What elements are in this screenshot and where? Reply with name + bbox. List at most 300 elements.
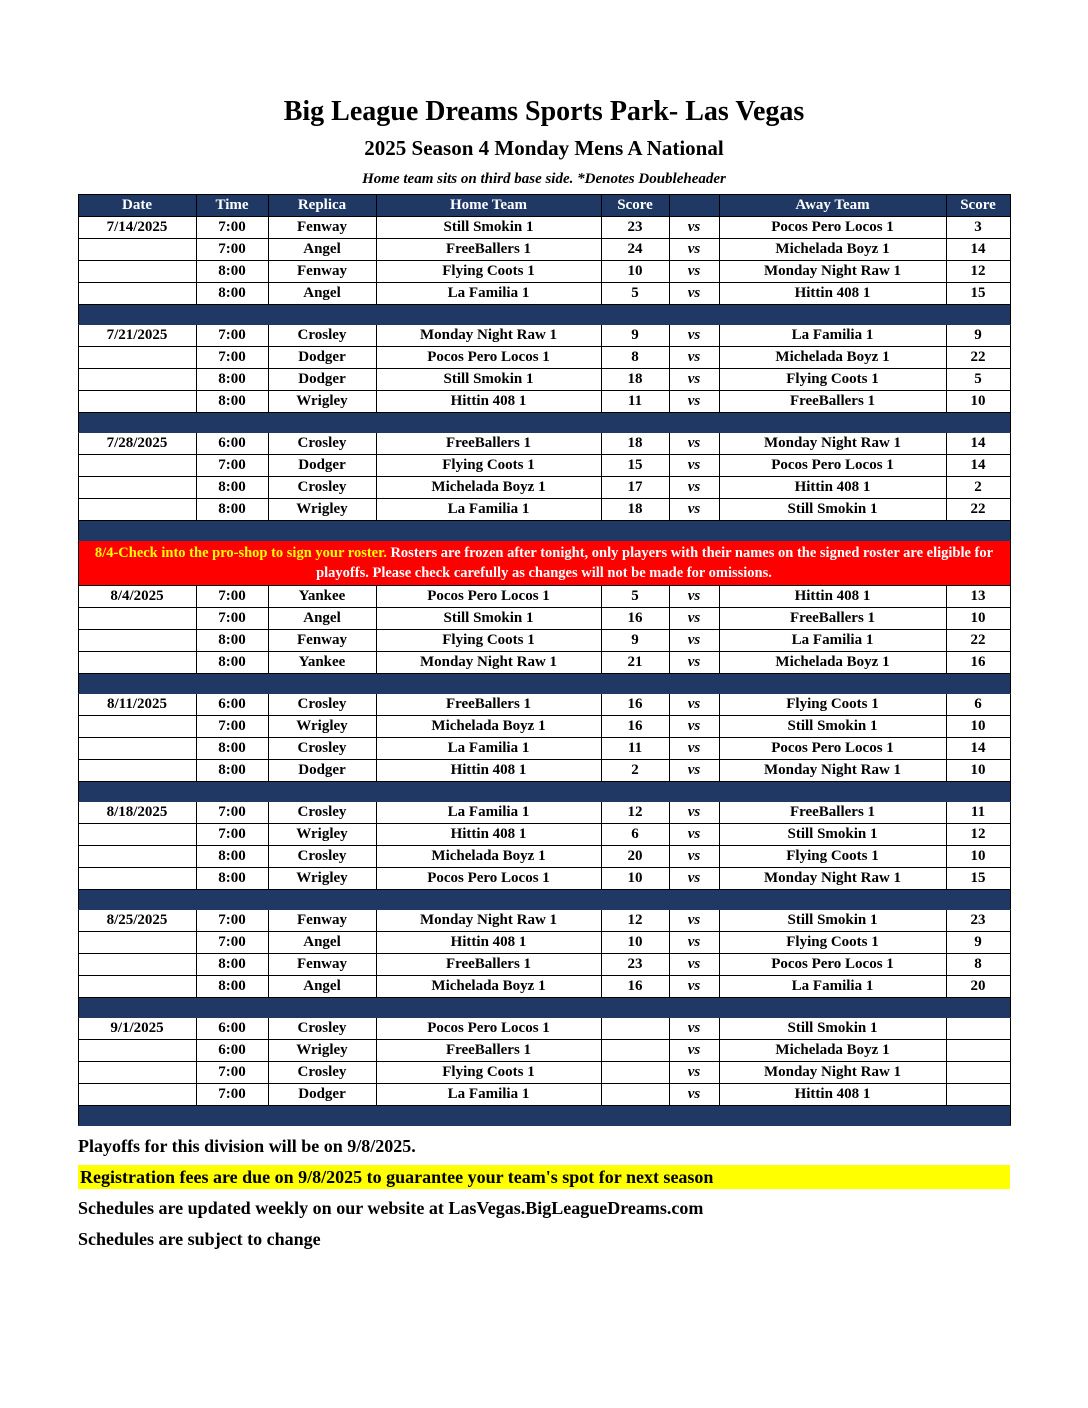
vs-cell: vs (669, 1084, 719, 1106)
date-cell (78, 932, 196, 954)
away-score-cell: 16 (946, 652, 1010, 674)
replica-cell: Wrigley (268, 824, 376, 846)
game-row (78, 261, 1010, 283)
away-score-cell (946, 1040, 1010, 1062)
away-team-cell: La Familia 1 (719, 630, 946, 652)
home-score-cell (601, 1040, 669, 1062)
date-cell (78, 1062, 196, 1084)
replica-cell: Fenway (268, 217, 376, 239)
vs-cell: vs (669, 976, 719, 998)
game-row (78, 976, 1010, 998)
time-cell: 7:00 (196, 239, 268, 261)
home-team-cell: La Familia 1 (376, 802, 601, 824)
date-cell (78, 499, 196, 521)
week-separator-bar (78, 1106, 1010, 1126)
replica-cell: Crosley (268, 1062, 376, 1084)
vs-cell: vs (669, 608, 719, 630)
away-team-cell: FreeBallers 1 (719, 802, 946, 824)
replica-cell: Dodger (268, 1084, 376, 1106)
time-cell: 8:00 (196, 760, 268, 782)
replica-cell: Crosley (268, 738, 376, 760)
replica-cell: Dodger (268, 369, 376, 391)
home-score-cell: 12 (601, 802, 669, 824)
away-score-cell: 10 (946, 608, 1010, 630)
away-score-cell: 14 (946, 455, 1010, 477)
replica-cell: Angel (268, 976, 376, 998)
date-cell: 8/25/2025 (78, 910, 196, 932)
schedule-table (78, 194, 1011, 1126)
replica-cell: Fenway (268, 910, 376, 932)
game-row (78, 954, 1010, 976)
time-cell: 7:00 (196, 217, 268, 239)
footer-website: Schedules are updated weekly on our website at LasVegas.BigLeagueDreams.com (78, 1198, 704, 1218)
game-row (78, 391, 1010, 413)
away-team-cell: Pocos Pero Locos 1 (719, 738, 946, 760)
replica-cell: Dodger (268, 760, 376, 782)
page-note: Home team sits on third base side. *Denotes Doubleheader (362, 171, 726, 187)
vs-cell: vs (669, 369, 719, 391)
away-score-cell: 10 (946, 760, 1010, 782)
column-header-time: Time (196, 195, 268, 217)
away-score-cell: 22 (946, 499, 1010, 521)
game-row (78, 652, 1010, 674)
replica-cell: Angel (268, 239, 376, 261)
replica-cell: Wrigley (268, 1040, 376, 1062)
banner-rest-text: Rosters are frozen after tonight, only players with their names on the signed roster are eligible for playoffs. Please check carefully as changes will not be made for omissions. (316, 545, 994, 581)
away-team-cell: Monday Night Raw 1 (719, 760, 946, 782)
date-cell (78, 239, 196, 261)
home-team-cell: FreeBallers 1 (376, 433, 601, 455)
time-cell: 8:00 (196, 738, 268, 760)
home-team-cell: Michelada Boyz 1 (376, 716, 601, 738)
home-score-cell: 17 (601, 477, 669, 499)
home-score-cell: 10 (601, 932, 669, 954)
time-cell: 8:00 (196, 499, 268, 521)
home-team-cell: Hittin 408 1 (376, 391, 601, 413)
away-score-cell: 6 (946, 694, 1010, 716)
home-team-cell: Monday Night Raw 1 (376, 910, 601, 932)
week-separator-bar (78, 890, 1010, 910)
away-score-cell (946, 1084, 1010, 1106)
time-cell: 7:00 (196, 1062, 268, 1084)
game-row (78, 1084, 1010, 1106)
roster-banner (78, 541, 1010, 586)
date-cell (78, 369, 196, 391)
vs-cell: vs (669, 261, 719, 283)
replica-cell: Fenway (268, 630, 376, 652)
vs-cell: vs (669, 716, 719, 738)
away-score-cell: 9 (946, 932, 1010, 954)
home-score-cell (601, 1084, 669, 1106)
replica-cell: Angel (268, 932, 376, 954)
date-cell (78, 760, 196, 782)
vs-cell: vs (669, 283, 719, 305)
vs-cell: vs (669, 954, 719, 976)
game-row (78, 868, 1010, 890)
time-cell: 8:00 (196, 652, 268, 674)
away-team-cell: Hittin 408 1 (719, 477, 946, 499)
home-score-cell: 18 (601, 369, 669, 391)
home-team-cell: Hittin 408 1 (376, 824, 601, 846)
time-cell: 8:00 (196, 283, 268, 305)
time-cell: 7:00 (196, 586, 268, 608)
week-separator (78, 305, 1010, 325)
game-row (78, 910, 1010, 932)
away-team-cell: Monday Night Raw 1 (719, 868, 946, 890)
home-score-cell: 10 (601, 868, 669, 890)
replica-cell: Wrigley (268, 716, 376, 738)
replica-cell: Yankee (268, 586, 376, 608)
away-score-cell: 22 (946, 347, 1010, 369)
replica-cell: Crosley (268, 325, 376, 347)
home-score-cell: 8 (601, 347, 669, 369)
replica-cell: Fenway (268, 954, 376, 976)
time-cell: 8:00 (196, 477, 268, 499)
replica-cell: Crosley (268, 846, 376, 868)
game-row (78, 932, 1010, 954)
home-score-cell: 11 (601, 738, 669, 760)
away-team-cell: Still Smokin 1 (719, 499, 946, 521)
away-team-cell: Still Smokin 1 (719, 1018, 946, 1040)
home-team-cell: FreeBallers 1 (376, 954, 601, 976)
away-team-cell: Flying Coots 1 (719, 369, 946, 391)
away-team-cell: La Familia 1 (719, 325, 946, 347)
column-header-replica: Replica (268, 195, 376, 217)
replica-cell: Crosley (268, 477, 376, 499)
column-header-vs (669, 195, 719, 217)
home-score-cell: 23 (601, 217, 669, 239)
date-cell: 7/28/2025 (78, 433, 196, 455)
time-cell: 7:00 (196, 932, 268, 954)
home-score-cell: 15 (601, 455, 669, 477)
week-separator (78, 998, 1010, 1018)
away-score-cell: 15 (946, 283, 1010, 305)
date-cell: 7/21/2025 (78, 325, 196, 347)
vs-cell: vs (669, 586, 719, 608)
away-score-cell: 12 (946, 261, 1010, 283)
vs-cell: vs (669, 391, 719, 413)
roster-banner-row (78, 541, 1010, 586)
vs-cell: vs (669, 738, 719, 760)
week-separator-bar (78, 782, 1010, 802)
game-row (78, 694, 1010, 716)
date-cell: 8/11/2025 (78, 694, 196, 716)
game-row (78, 283, 1010, 305)
away-team-cell: Still Smokin 1 (719, 910, 946, 932)
home-team-cell: Flying Coots 1 (376, 630, 601, 652)
away-score-cell: 10 (946, 846, 1010, 868)
home-team-cell: Michelada Boyz 1 (376, 477, 601, 499)
home-team-cell: Flying Coots 1 (376, 455, 601, 477)
game-row (78, 477, 1010, 499)
vs-cell: vs (669, 760, 719, 782)
time-cell: 7:00 (196, 716, 268, 738)
date-cell (78, 608, 196, 630)
vs-cell: vs (669, 652, 719, 674)
away-team-cell: Hittin 408 1 (719, 586, 946, 608)
time-cell: 8:00 (196, 369, 268, 391)
footer-registration: Registration fees are due on 9/8/2025 to guarantee your team's spot for next season (78, 1165, 1010, 1189)
week-separator (78, 521, 1010, 541)
date-cell: 8/18/2025 (78, 802, 196, 824)
game-row (78, 1040, 1010, 1062)
home-team-cell: Hittin 408 1 (376, 932, 601, 954)
home-score-cell: 9 (601, 325, 669, 347)
away-team-cell: Pocos Pero Locos 1 (719, 217, 946, 239)
replica-cell: Wrigley (268, 499, 376, 521)
away-team-cell: Flying Coots 1 (719, 694, 946, 716)
replica-cell: Crosley (268, 1018, 376, 1040)
date-cell (78, 477, 196, 499)
away-score-cell: 22 (946, 630, 1010, 652)
time-cell: 7:00 (196, 455, 268, 477)
home-score-cell: 23 (601, 954, 669, 976)
game-row (78, 1018, 1010, 1040)
home-team-cell: Pocos Pero Locos 1 (376, 1018, 601, 1040)
game-row (78, 716, 1010, 738)
game-row (78, 369, 1010, 391)
date-cell (78, 347, 196, 369)
column-header-away-team: Away Team (719, 195, 946, 217)
vs-cell: vs (669, 217, 719, 239)
away-score-cell: 11 (946, 802, 1010, 824)
away-team-cell: Pocos Pero Locos 1 (719, 954, 946, 976)
home-score-cell: 16 (601, 716, 669, 738)
home-team-cell: La Familia 1 (376, 1084, 601, 1106)
away-team-cell: Flying Coots 1 (719, 846, 946, 868)
time-cell: 8:00 (196, 976, 268, 998)
away-score-cell: 14 (946, 738, 1010, 760)
footer-playoffs: Playoffs for this division will be on 9/8/2025. (78, 1136, 416, 1156)
home-team-cell: Flying Coots 1 (376, 261, 601, 283)
vs-cell: vs (669, 1040, 719, 1062)
game-row (78, 760, 1010, 782)
home-score-cell: 11 (601, 391, 669, 413)
date-cell (78, 868, 196, 890)
time-cell: 8:00 (196, 846, 268, 868)
home-score-cell: 2 (601, 760, 669, 782)
vs-cell: vs (669, 910, 719, 932)
home-team-cell: La Familia 1 (376, 499, 601, 521)
away-score-cell: 8 (946, 954, 1010, 976)
replica-cell: Dodger (268, 455, 376, 477)
banner-highlight-text: 8/4-Check into the pro-shop to sign your roster. (94, 545, 387, 561)
vs-cell: vs (669, 325, 719, 347)
away-team-cell: Monday Night Raw 1 (719, 1062, 946, 1084)
game-row (78, 846, 1010, 868)
vs-cell: vs (669, 694, 719, 716)
vs-cell: vs (669, 239, 719, 261)
away-score-cell: 13 (946, 586, 1010, 608)
time-cell: 6:00 (196, 694, 268, 716)
week-separator (78, 1106, 1010, 1126)
home-score-cell: 9 (601, 630, 669, 652)
home-score-cell: 16 (601, 608, 669, 630)
away-team-cell: Monday Night Raw 1 (719, 433, 946, 455)
time-cell: 7:00 (196, 910, 268, 932)
date-cell: 7/14/2025 (78, 217, 196, 239)
vs-cell: vs (669, 932, 719, 954)
home-score-cell: 16 (601, 694, 669, 716)
week-separator (78, 890, 1010, 910)
game-row (78, 499, 1010, 521)
date-cell (78, 455, 196, 477)
date-cell (78, 630, 196, 652)
date-cell (78, 846, 196, 868)
away-team-cell: Michelada Boyz 1 (719, 652, 946, 674)
away-score-cell: 12 (946, 824, 1010, 846)
away-team-cell: Still Smokin 1 (719, 716, 946, 738)
home-score-cell (601, 1062, 669, 1084)
away-score-cell: 9 (946, 325, 1010, 347)
date-cell (78, 954, 196, 976)
away-team-cell: Michelada Boyz 1 (719, 347, 946, 369)
vs-cell: vs (669, 347, 719, 369)
home-team-cell: Pocos Pero Locos 1 (376, 868, 601, 890)
game-row (78, 630, 1010, 652)
vs-cell: vs (669, 846, 719, 868)
date-cell (78, 652, 196, 674)
away-team-cell: Flying Coots 1 (719, 932, 946, 954)
home-team-cell: La Familia 1 (376, 738, 601, 760)
home-score-cell: 12 (601, 910, 669, 932)
home-team-cell: Still Smokin 1 (376, 608, 601, 630)
time-cell: 7:00 (196, 325, 268, 347)
column-header-score: Score (946, 195, 1010, 217)
vs-cell: vs (669, 630, 719, 652)
replica-cell: Angel (268, 608, 376, 630)
time-cell: 7:00 (196, 1084, 268, 1106)
footer-subject-to-change: Schedules are subject to change (78, 1229, 321, 1249)
home-team-cell: Pocos Pero Locos 1 (376, 586, 601, 608)
table-header-row (78, 195, 1010, 217)
home-score-cell (601, 1018, 669, 1040)
game-row (78, 824, 1010, 846)
replica-cell: Crosley (268, 802, 376, 824)
time-cell: 6:00 (196, 1018, 268, 1040)
week-separator-bar (78, 413, 1010, 433)
away-team-cell: Pocos Pero Locos 1 (719, 455, 946, 477)
vs-cell: vs (669, 868, 719, 890)
home-team-cell: Still Smokin 1 (376, 217, 601, 239)
time-cell: 8:00 (196, 261, 268, 283)
game-row (78, 347, 1010, 369)
time-cell: 8:00 (196, 630, 268, 652)
home-score-cell: 24 (601, 239, 669, 261)
game-row (78, 738, 1010, 760)
date-cell (78, 1040, 196, 1062)
game-row (78, 586, 1010, 608)
date-cell (78, 976, 196, 998)
vs-cell: vs (669, 802, 719, 824)
game-row (78, 325, 1010, 347)
game-row (78, 802, 1010, 824)
week-separator (78, 782, 1010, 802)
away-team-cell: FreeBallers 1 (719, 608, 946, 630)
away-score-cell (946, 1062, 1010, 1084)
vs-cell: vs (669, 477, 719, 499)
home-score-cell: 21 (601, 652, 669, 674)
away-score-cell: 14 (946, 239, 1010, 261)
vs-cell: vs (669, 499, 719, 521)
home-score-cell: 18 (601, 499, 669, 521)
week-separator-bar (78, 674, 1010, 694)
page-title: Big League Dreams Sports Park- Las Vegas (283, 96, 805, 127)
column-header-date: Date (78, 195, 196, 217)
home-team-cell: Hittin 408 1 (376, 760, 601, 782)
home-team-cell: FreeBallers 1 (376, 239, 601, 261)
replica-cell: Fenway (268, 261, 376, 283)
vs-cell: vs (669, 824, 719, 846)
replica-cell: Crosley (268, 694, 376, 716)
time-cell: 7:00 (196, 824, 268, 846)
date-cell (78, 716, 196, 738)
home-team-cell: FreeBallers 1 (376, 1040, 601, 1062)
vs-cell: vs (669, 433, 719, 455)
home-score-cell: 5 (601, 586, 669, 608)
replica-cell: Dodger (268, 347, 376, 369)
time-cell: 8:00 (196, 391, 268, 413)
away-team-cell: Michelada Boyz 1 (719, 1040, 946, 1062)
away-team-cell: La Familia 1 (719, 976, 946, 998)
game-row (78, 433, 1010, 455)
time-cell: 7:00 (196, 347, 268, 369)
away-team-cell: Hittin 408 1 (719, 1084, 946, 1106)
replica-cell: Wrigley (268, 391, 376, 413)
home-team-cell: FreeBallers 1 (376, 694, 601, 716)
vs-cell: vs (669, 1018, 719, 1040)
replica-cell: Angel (268, 283, 376, 305)
home-score-cell: 6 (601, 824, 669, 846)
column-header-home-team: Home Team (376, 195, 601, 217)
date-cell (78, 824, 196, 846)
game-row (78, 455, 1010, 477)
away-team-cell: Monday Night Raw 1 (719, 261, 946, 283)
week-separator-bar (78, 521, 1010, 541)
week-separator (78, 413, 1010, 433)
away-score-cell (946, 1018, 1010, 1040)
replica-cell: Crosley (268, 433, 376, 455)
time-cell: 8:00 (196, 868, 268, 890)
home-team-cell: Michelada Boyz 1 (376, 846, 601, 868)
away-score-cell: 14 (946, 433, 1010, 455)
date-cell (78, 738, 196, 760)
date-cell: 9/1/2025 (78, 1018, 196, 1040)
away-team-cell: Still Smokin 1 (719, 824, 946, 846)
page-subtitle: 2025 Season 4 Monday Mens A National (364, 136, 724, 160)
home-score-cell: 20 (601, 846, 669, 868)
game-row (78, 608, 1010, 630)
game-row (78, 217, 1010, 239)
game-row (78, 239, 1010, 261)
away-score-cell: 10 (946, 391, 1010, 413)
date-cell (78, 1084, 196, 1106)
away-team-cell: FreeBallers 1 (719, 391, 946, 413)
home-score-cell: 16 (601, 976, 669, 998)
home-score-cell: 18 (601, 433, 669, 455)
time-cell: 6:00 (196, 433, 268, 455)
away-score-cell: 2 (946, 477, 1010, 499)
replica-cell: Yankee (268, 652, 376, 674)
game-row (78, 1062, 1010, 1084)
vs-cell: vs (669, 455, 719, 477)
home-score-cell: 10 (601, 261, 669, 283)
home-team-cell: Still Smokin 1 (376, 369, 601, 391)
time-cell: 7:00 (196, 802, 268, 824)
week-separator-bar (78, 305, 1010, 325)
time-cell: 7:00 (196, 608, 268, 630)
home-score-cell: 5 (601, 283, 669, 305)
